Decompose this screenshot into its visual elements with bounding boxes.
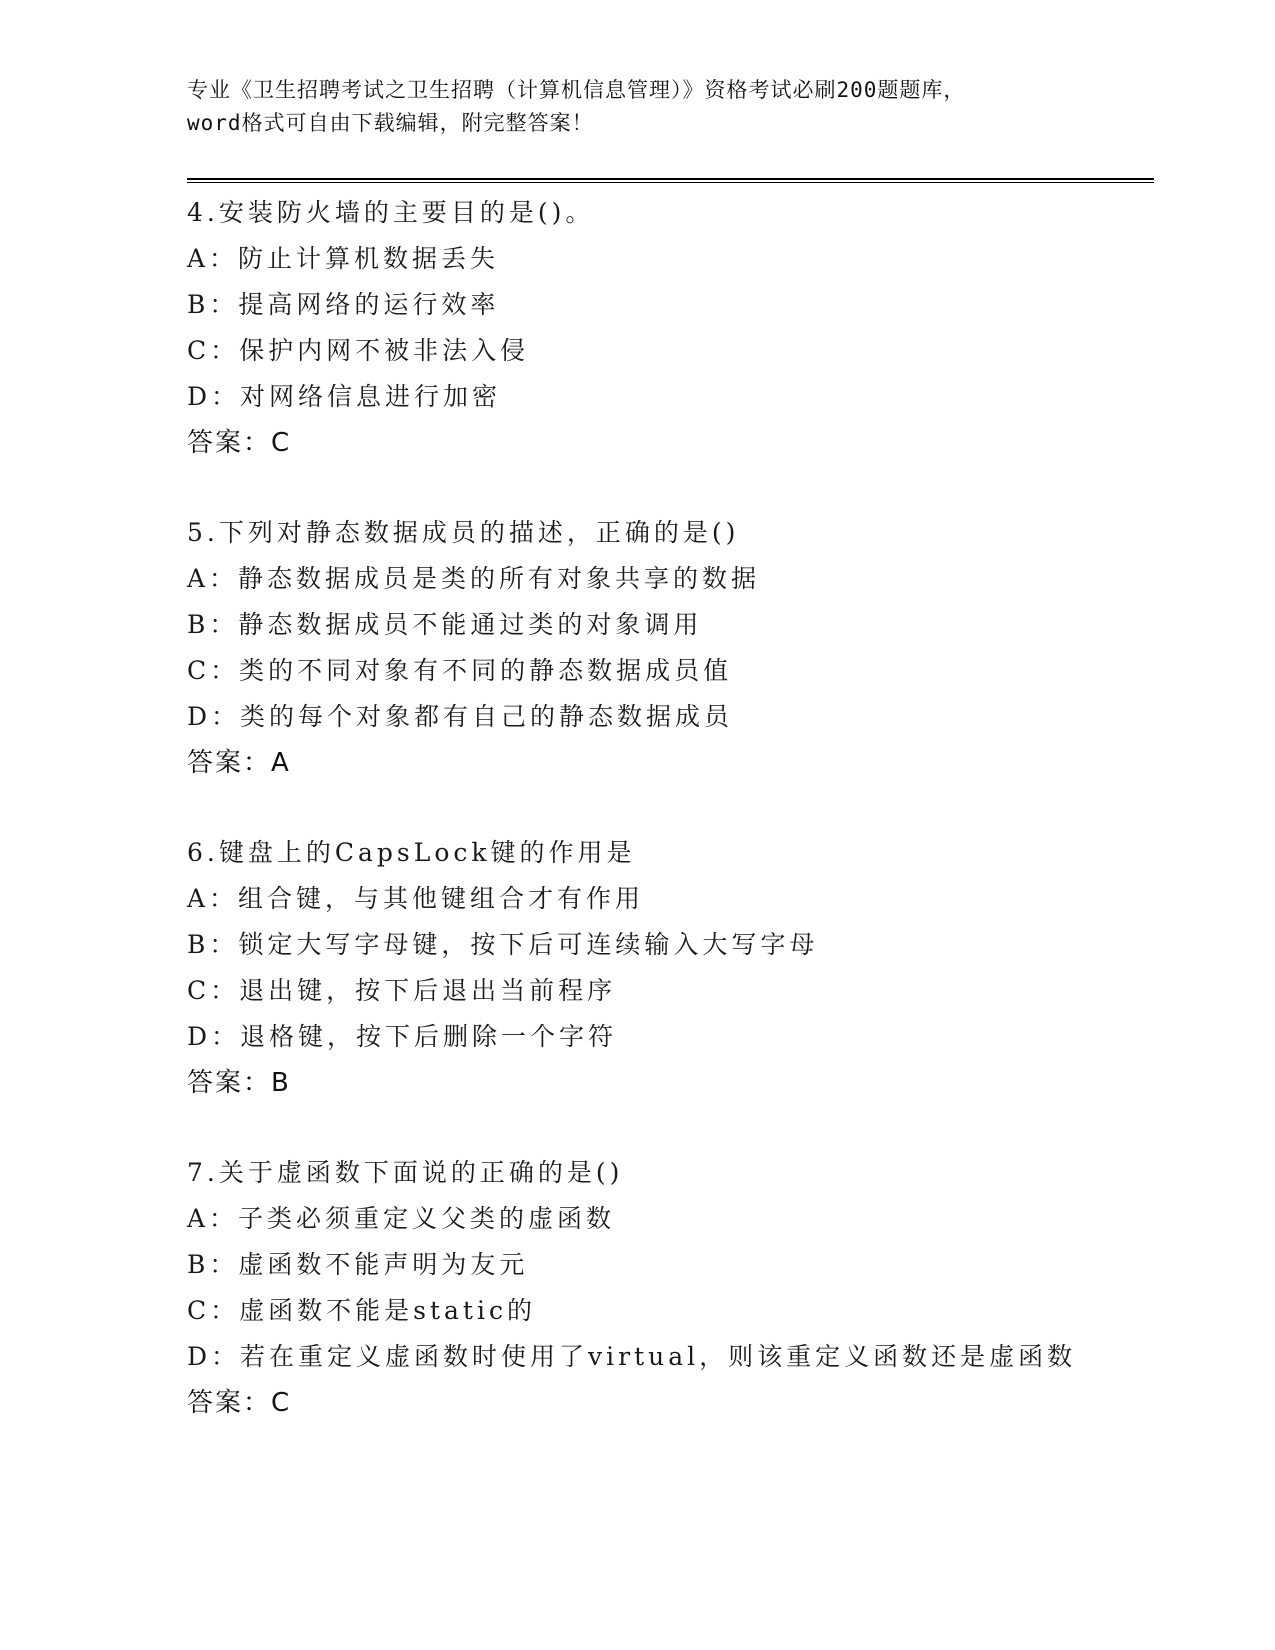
question-list [187, 190, 1147, 1470]
question-7 [187, 1150, 1147, 1426]
header-title-line-2: word格式可自由下载编辑，附完整答案！ [187, 111, 594, 135]
header-title-line-1: 专业《卫生招聘考试之卫生招聘（计算机信息管理）》资格考试必刷200题题库， [187, 78, 966, 102]
option-d: D：退格键，按下后删除一个字符 [187, 1022, 618, 1051]
option-d: D：对网络信息进行加密 [187, 382, 502, 411]
question-4 [187, 190, 1147, 466]
option-d: D：若在重定义虚函数时使用了virtual，则该重定义函数还是虚函数 [187, 1342, 1077, 1371]
option-b: B：静态数据成员不能通过类的对象调用 [187, 610, 703, 639]
option-c: C：保护内网不被非法入侵 [187, 336, 530, 365]
question-6 [187, 830, 1147, 1106]
option-b: B：锁定大写字母键，按下后可连续输入大写字母 [187, 930, 819, 959]
option-c: C：类的不同对象有不同的静态数据成员值 [187, 656, 733, 685]
option-a: A：子类必须重定义父类的虚函数 [187, 1204, 616, 1233]
option-c: C：退出键，按下后退出当前程序 [187, 976, 617, 1005]
question-stem: 6.键盘上的CapsLock键的作用是 [187, 838, 636, 867]
option-a: A：防止计算机数据丢失 [187, 244, 500, 273]
header-divider [187, 178, 1154, 183]
option-d: D：类的每个对象都有自己的静态数据成员 [187, 702, 734, 731]
question-stem: 4.安装防火墙的主要目的是()。 [187, 198, 595, 227]
answer-line: 答案：B [187, 1068, 291, 1098]
option-b: B：提高网络的运行效率 [187, 290, 500, 319]
answer-line: 答案：C [187, 428, 292, 458]
answer-line: 答案：A [187, 748, 291, 778]
question-5 [187, 510, 1147, 786]
option-b: B：虚函数不能声明为友元 [187, 1250, 529, 1279]
option-c: C：虚函数不能是static的 [187, 1296, 536, 1325]
answer-line: 答案：C [187, 1388, 292, 1418]
option-a: A：静态数据成员是类的所有对象共享的数据 [187, 564, 761, 593]
question-stem: 7.关于虚函数下面说的正确的是() [187, 1158, 624, 1187]
question-stem: 5.下列对静态数据成员的描述，正确的是() [187, 518, 740, 547]
document-header [187, 74, 1087, 140]
option-a: A：组合键，与其他键组合才有作用 [187, 884, 645, 913]
